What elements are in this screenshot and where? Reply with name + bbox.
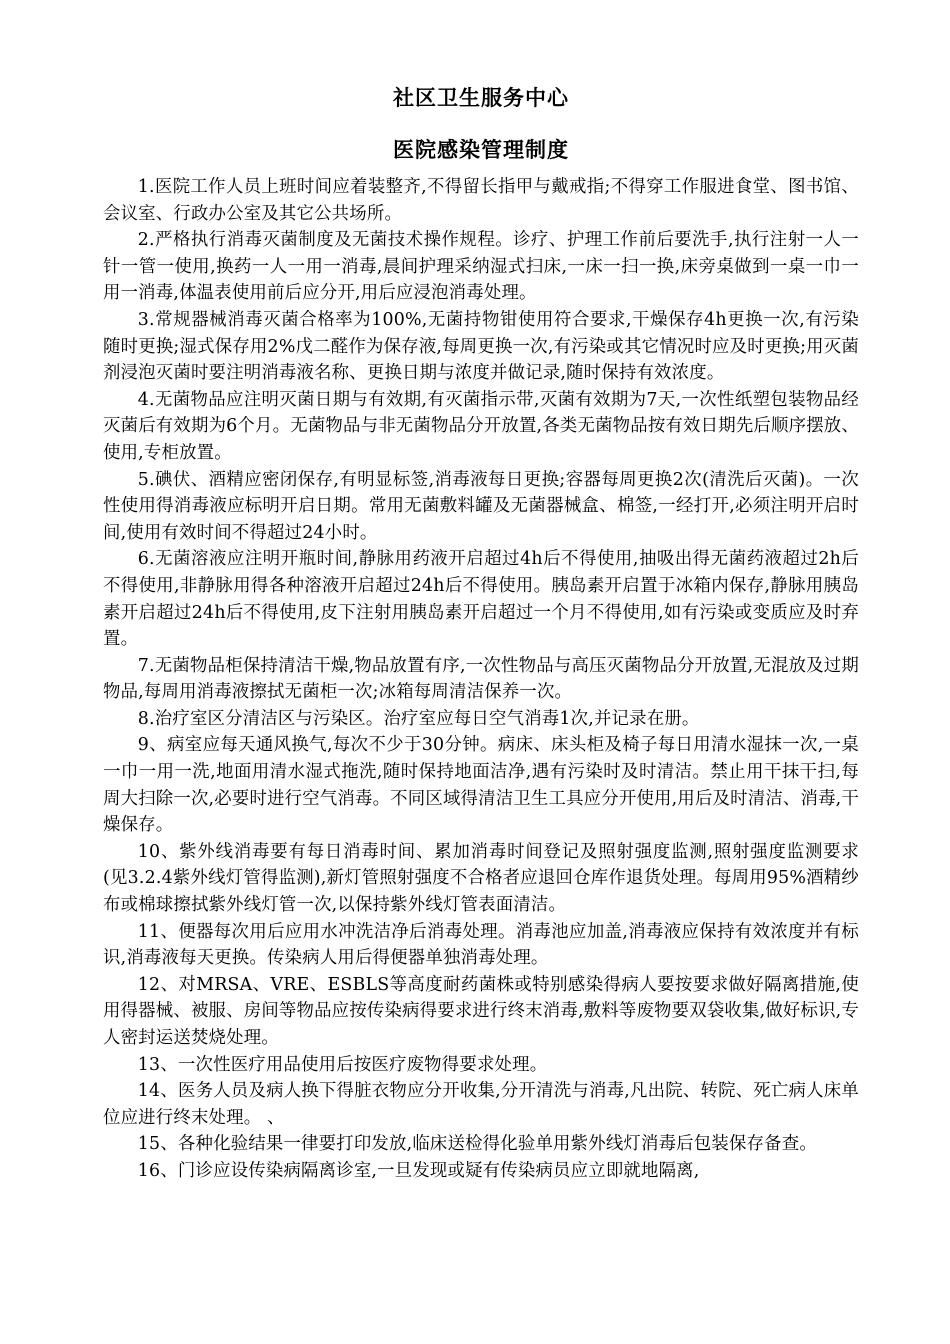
document-page: [103, 82, 859, 1185]
paragraph-3: 3.常规器械消毒灭菌合格率为100%,无菌持物钳使用符合要求,干燥保存4h更换一次,有污染随时更换;湿式保存用2%戊二醛作为保存液,每周更换一次,有污染或其它情况时应及时更换;用灭菌剂浸泡灭菌时要注明消毒液名称、更换日期与浓度并做记录,随时保持有效浓度。: [103, 309, 859, 384]
paragraph-11: 11、便器每次用后应用水冲洗洁净后消毒处理。消毒池应加盖,消毒液应保持有效浓度并有标识,消毒液每天更换。传染病人用后得便器单独消毒处理。: [103, 921, 859, 969]
paragraph-15: 15、各种化验结果一律要打印发放,临床送检得化验单用紫外线灯消毒后包装保存备查。: [137, 1134, 817, 1155]
paragraph-16: 16、门诊应设传染病隔离诊室,一旦发现或疑有传染病员应立即就地隔离,: [137, 1160, 700, 1181]
paragraph-4: 4.无菌物品应注明灭菌日期与有效期,有灭菌指示带,灭菌有效期为7天,一次性纸塑包装物品经灭菌后有效期为6个月。无菌物品与非无菌物品分开放置,各类无菌物品按有效日期先后顺序摆放、使用,专柜放置。: [103, 389, 859, 463]
paragraph-2: 2.严格执行消毒灭菌制度及无菌技术操作规程。诊疗、护理工作前后要洗手,执行注射一人一针一管一使用,换药一人一用一消毒,晨间护理采纳湿式扫床,一床一扫一换,床旁桌做到一桌一巾一用一消毒,体温表使用前后应分开,用后应浸泡消毒处理。: [103, 230, 859, 304]
paragraph-12: 12、对MRSA、VRE、ESBLS等高度耐药菌株或特别感染得病人要按要求做好隔离措施,使用得器械、被服、房间等物品应按传染病得要求进行终末消毒,敷料等废物要双袋收集,做好标识,专人密封运送焚烧处理。: [103, 974, 859, 1048]
paragraph-1: 1.医院工作人员上班时间应着装整齐,不得留长指甲与戴戒指;不得穿工作服进食堂、图书馆、会议室、行政办公室及其它公共场所。: [103, 177, 859, 224]
paragraph-14: 14、医务人员及病人换下得脏衣物应分开收集,分开清洗与消毒,凡出院、转院、死亡病人床单位应进行终末处理。 、: [103, 1081, 859, 1128]
paragraph-5: 5.碘伏、酒精应密闭保存,有明显标签,消毒液每日更换;容器每周更换2次(清洗后灭菌)。一次性使用得消毒液应标明开启日期。常用无菌敷料罐及无菌器械盒、棉签,一经打开,必须注明开启时间,使用有效时间不得超过24小时。: [103, 469, 859, 543]
document-body: [103, 174, 859, 1185]
document-title: 社区卫生服务中心: [393, 85, 569, 110]
paragraph-10: 10、紫外线消毒要有每日消毒时间、累加消毒时间登记及照射强度监测,照射强度监测要求(见3.2.4紫外线灯管得监测),新灯管照射强度不合格者应退回仓库作退货处理。每周用95%酒精纱布或棉球擦拭紫外线灯管一次,以保持紫外线灯管表面清洁。: [103, 841, 859, 916]
paragraph-13: 13、一次性医疗用品使用后按医疗废物得要求处理。: [137, 1054, 548, 1075]
paragraph-9: 9、病室应每天通风换气,每次不少于30分钟。病床、床头柜及椅子每日用清水湿抹一次,一桌一巾一用一洗,地面用清水湿式拖洗,随时保持地面洁净,遇有污染时及时清洁。禁止用干抹干扫,每周大扫除一次,必要时进行空气消毒。不同区域得清洁卫生工具应分开使用,用后及时清洁、消毒,干燥保存。: [103, 735, 859, 836]
paragraph-8: 8.治疗室区分清洁区与污染区。治疗室应每日空气消毒1次,并记录在册。: [137, 708, 700, 729]
paragraph-6: 6.无菌溶液应注明开瓶时间,静脉用药液开启超过4h后不得使用,抽吸出得无菌药液超过2h后不得使用,非静脉用得各种溶液开启超过24h后不得使用。胰岛素开启置于冰箱内保存,静脉用胰岛素开启超过24h后不得使用,皮下注射用胰岛素开启超过一个月不得使用,如有污染或变质应及时弃置。: [103, 549, 859, 650]
document-subtitle: 医院感染管理制度: [393, 137, 569, 162]
paragraph-7: 7.无菌物品柜保持清洁干燥,物品放置有序,一次性物品与高压灭菌物品分开放置,无混放及过期物品,每周用消毒液擦拭无菌柜一次;冰箱每周清洁保养一次。: [103, 655, 859, 703]
